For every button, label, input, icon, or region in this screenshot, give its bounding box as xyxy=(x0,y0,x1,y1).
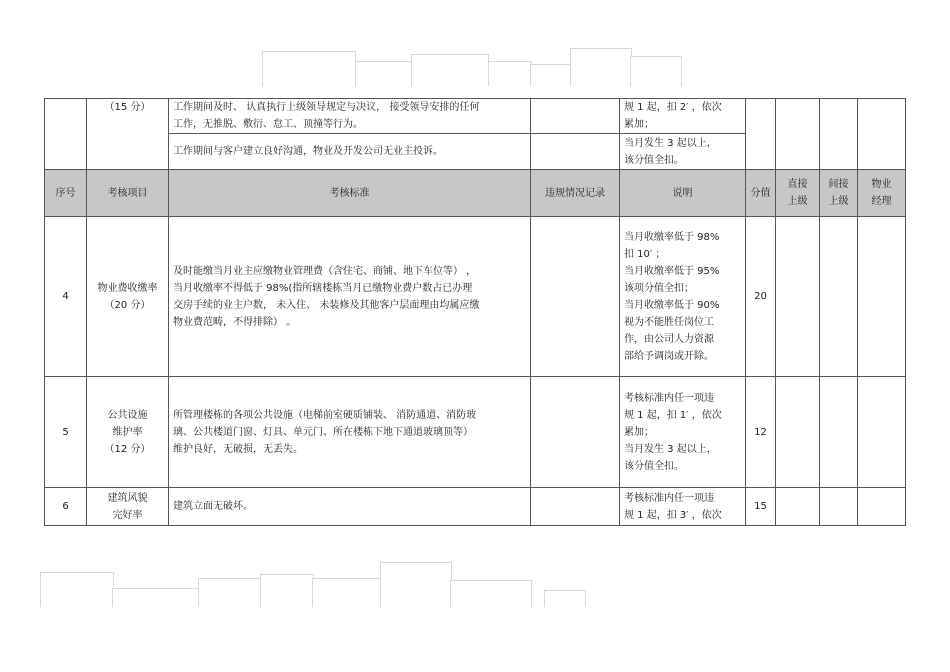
table-row xyxy=(45,99,906,134)
violation-cell xyxy=(531,134,620,170)
page-edge-block xyxy=(380,562,452,607)
page-edge-block xyxy=(198,578,262,607)
header-seq: 序号 xyxy=(45,170,87,217)
indirect-supervisor-cell xyxy=(820,217,858,377)
direct-supervisor-cell xyxy=(776,377,820,488)
seq-cell: 5 xyxy=(45,377,87,488)
property-manager-cell xyxy=(858,217,906,377)
header-score: 分值 xyxy=(746,170,776,217)
page-edge-block xyxy=(262,51,356,86)
direct-supervisor-cell xyxy=(776,99,820,170)
table-row xyxy=(45,217,906,377)
seq-cell: 4 xyxy=(45,217,87,377)
page-edge-block xyxy=(630,56,682,86)
direct-supervisor-cell xyxy=(776,488,820,526)
indirect-supervisor-cell xyxy=(820,377,858,488)
header-direct-supervisor: 直接 上级 xyxy=(776,170,820,217)
property-manager-cell xyxy=(858,488,906,526)
seq-cell: 6 xyxy=(45,488,87,526)
note-cell: 考核标准内任一项违 规 1 起，扣 3′ ，依次 xyxy=(620,488,746,526)
page-edge-block xyxy=(488,61,532,86)
table-row xyxy=(45,377,906,488)
page-edge-block xyxy=(530,64,572,86)
direct-supervisor-cell xyxy=(776,217,820,377)
page-edge-block xyxy=(40,572,114,607)
header-item: 考核项目 xyxy=(87,170,169,217)
note-cell: 当月发生 3 起以上， 该分值全扣。 xyxy=(620,134,746,170)
note-cell: 当月收缴率低于 98% 扣 10′ ； 当月收缴率低于 95% 该项分值全扣； 当月收缴率低于 90% 视为不能胜任岗位工 作，由公司人力资源 部给予调岗或开除。 xyxy=(620,217,746,377)
page-edge-block xyxy=(112,588,200,607)
table-header-row xyxy=(45,170,906,217)
page-edge-block xyxy=(411,54,489,86)
violation-cell xyxy=(531,217,620,377)
indirect-supervisor-cell xyxy=(820,99,858,170)
page-edge-block xyxy=(450,580,532,607)
header-criteria: 考核标准 xyxy=(169,170,531,217)
page-edge-block xyxy=(544,590,586,607)
violation-cell xyxy=(531,377,620,488)
note-cell: 规 1 起，扣 2′ ，依次 累加； xyxy=(620,99,746,134)
criteria-cell: 所管理楼栋的各项公共设施（电梯前室硬质铺装、 消防通道、消防玻 璃、公共楼道门窗、灯具、单元门、所在楼栋下地下通道玻璃顶等） 维护良好，无破损，无丢失。 xyxy=(169,377,531,488)
assessment-table xyxy=(44,98,906,526)
score-cell: 20 xyxy=(746,217,776,377)
score-cell: 15 xyxy=(746,488,776,526)
header-violation: 违规情况记录 xyxy=(531,170,620,217)
violation-cell xyxy=(531,488,620,526)
violation-cell xyxy=(531,99,620,134)
criteria-cell: 工作期间与客户建立良好沟通，物业及开发公司无业主投诉。 xyxy=(169,134,531,170)
page-edge-block xyxy=(260,574,314,607)
table-row xyxy=(45,488,906,526)
page-edge-block xyxy=(312,578,382,607)
criteria-cell: 工作期间及时、 认真执行上级领导规定与决议， 接受领导安排的任何 工作，无推脱、敷衍、怠工、顶撞等行为。 xyxy=(169,99,531,134)
note-cell: 考核标准内任一项违 规 1 起，扣 1′ ，依次 累加； 当月发生 3 起以上， 该分值全扣。 xyxy=(620,377,746,488)
score-cell xyxy=(746,99,776,170)
header-property-manager: 物业 经理 xyxy=(858,170,906,217)
item-cell: 建筑风貌 完好率 xyxy=(87,488,169,526)
seq-cell xyxy=(45,99,87,170)
criteria-cell: 及时能缴当月业主应缴物业管理费（含住宅、商铺、地下车位等） ， 当月收缴率不得低于 98%(指所辖楼栋当月已缴物业费户数占已办理 交房手续的业主户数， 未入住、 未装修及其他客户层面理由均属应缴 物业费范畴，不得排除） 。 xyxy=(169,217,531,377)
property-manager-cell xyxy=(858,99,906,170)
indirect-supervisor-cell xyxy=(820,488,858,526)
item-score-cell: （15 分） xyxy=(87,99,169,170)
header-indirect-supervisor: 间接 上级 xyxy=(820,170,858,217)
score-cell: 12 xyxy=(746,377,776,488)
header-note: 说明 xyxy=(620,170,746,217)
item-cell: 物业费收缴率 （20 分） xyxy=(87,217,169,377)
property-manager-cell xyxy=(858,377,906,488)
page-edge-block xyxy=(355,61,413,86)
item-cell: 公共设施 维护率 （12 分） xyxy=(87,377,169,488)
criteria-cell: 建筑立面无破坏。 xyxy=(169,488,531,526)
page-edge-block xyxy=(570,48,632,86)
